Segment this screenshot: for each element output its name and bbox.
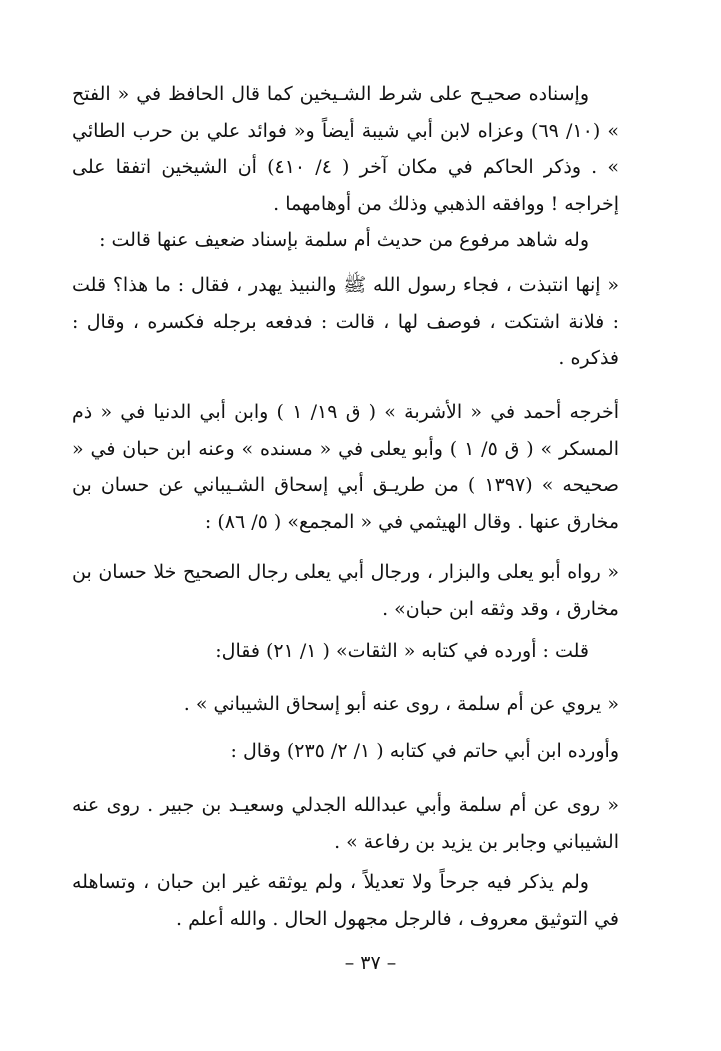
paragraph-thiqat-note: قلت : أورده في كتابه « الثقات» ( ١/ ٢١) فقال: (215, 640, 589, 662)
paragraph-abi-hatim-note: وأورده ابن أبي حاتم في كتابه ( ١/ ٢/ ٢٣٥) وقال : (230, 740, 619, 762)
paragraph-isnad-sahih: وإسناده صحيـح على شرط الشـيخين كما قال الحافظ في « الفتح » (١٠/ ٦٩) وعزاه لابن أبي شيبة أيضاً و« فوائد علي بن حرب الطائي » . وذكر الحاكم في مكان آخر ( ٤/ ٤١٠) أن الشيخين اتفقا على إخراجه ! ووافقه الذهبي وذلك من أوهامهما . (72, 83, 619, 215)
paragraph-abi-hatim-quote: « روى عن أم سلمة وأبي عبدالله الجدلي وسعيـد بن جبير . روى عنه الشيباني وجابر بن يزيد بن رفاعة » . (72, 794, 619, 853)
paragraph-conclusion: ولم يذكر فيه جرحاً ولا تعديلاً ، ولم يوثقه غير ابن حبان ، وتساهله في التوثيق معروف ، فالرجل مجهول الحال . والله أعلم . (72, 871, 619, 930)
paragraph-thiqat-quote: « يروي عن أم سلمة ، روى عنه أبو إسحاق الشيباني » . (183, 693, 619, 715)
paragraph-hadith-text: « إنها انتبذت ، فجاء رسول الله ﷺ والنبيذ يهدر ، فقال : ما هذا؟ قلت : فلانة اشتكت ، فوصف لها ، قالت : فدفعه برجله فكسره ، وقال : فذكره . (72, 274, 619, 369)
paragraph-takhrij: أخرجه أحمد في « الأشربة » ( ق ١٩/ ١ ) وابن أبي الدنيا في « ذم المسكر » ( ق ٥/ ١ ) وأبو يعلى في « مسنده » وعنه ابن حبان في « صحيحه » (١٣٩٧ ) من طريـق أبي إسحاق الشـيباني عن حسان بن مخارق عنها . وقال الهيثمي في « المجمع» ( ٥/ ٨٦) : (72, 401, 619, 533)
page-number: – ٣٧ – (344, 952, 397, 974)
paragraph-shahid-intro: وله شاهد مرفوع من حديث أم سلمة بإسناد ضعيف عنها قالت : (99, 229, 589, 251)
paragraph-haythami-quote: « رواه أبو يعلى والبزار ، ورجال أبي يعلى رجال الصحيح خلا حسان بن مخارق ، وقد وثقه ابن حبان» . (72, 561, 619, 620)
